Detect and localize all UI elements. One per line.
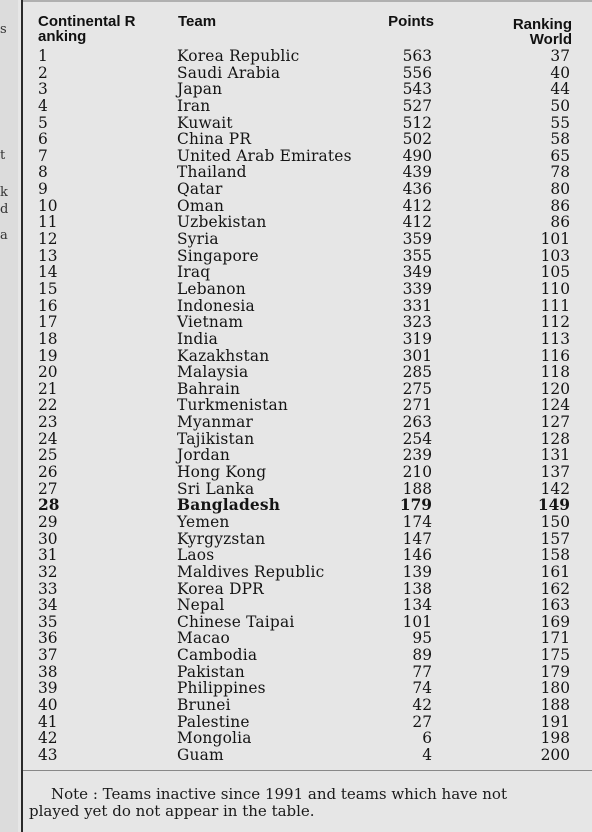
world-rank-cell: 191 — [540, 712, 570, 731]
points-cell: 412 — [402, 213, 432, 232]
table-row — [0, 531, 592, 548]
points-cell: 42 — [412, 695, 432, 714]
table-row — [0, 680, 592, 697]
world-rank-cell: 180 — [540, 679, 570, 698]
team-cell: Jordan — [177, 446, 230, 465]
points-cell: 27 — [412, 712, 432, 731]
team-cell: Malaysia — [177, 363, 249, 382]
rank-cell: 17 — [38, 313, 58, 332]
table-row — [0, 48, 592, 65]
footnote-line2: played yet do not appear in the table. — [29, 802, 315, 820]
team-cell: Yemen — [177, 512, 230, 531]
header-rank-line2: anking — [38, 28, 87, 45]
world-rank-cell: 50 — [550, 96, 570, 115]
ranking-table — [0, 48, 592, 764]
points-cell: 527 — [402, 96, 432, 115]
rank-cell: 40 — [38, 695, 58, 714]
rank-cell: 10 — [38, 196, 58, 215]
points-cell: 490 — [402, 146, 432, 165]
team-cell: Bahrain — [177, 379, 241, 398]
header-world-ranking — [470, 17, 572, 47]
world-rank-cell: 86 — [550, 196, 570, 215]
table-row — [0, 164, 592, 181]
table-row — [0, 314, 592, 331]
table-row — [0, 214, 592, 231]
team-cell: Syria — [177, 230, 219, 249]
world-rank-cell: 169 — [540, 612, 570, 631]
team-cell: Uzbekistan — [177, 213, 267, 232]
points-cell: 101 — [402, 612, 432, 631]
world-rank-cell: 78 — [550, 163, 570, 182]
header-world-line2: World — [529, 31, 572, 48]
table-row — [0, 730, 592, 747]
team-cell: Maldives Republic — [177, 562, 325, 581]
points-cell: 439 — [402, 163, 432, 182]
team-cell: Mongolia — [177, 729, 252, 748]
rank-cell: 42 — [38, 729, 58, 748]
table-row — [0, 497, 592, 514]
points-cell: 563 — [402, 47, 432, 65]
table-row — [0, 547, 592, 564]
table-row — [0, 298, 592, 315]
rank-cell: 32 — [38, 562, 58, 581]
rank-cell: 19 — [38, 346, 58, 365]
world-rank-cell: 137 — [540, 463, 570, 482]
points-cell: 556 — [402, 63, 432, 82]
world-rank-cell: 127 — [540, 413, 570, 432]
footnote — [29, 786, 569, 820]
table-row — [0, 148, 592, 165]
margin-fragment: a — [0, 228, 8, 243]
rank-cell: 7 — [38, 146, 48, 165]
rank-cell: 6 — [38, 130, 48, 149]
team-cell: Lebanon — [177, 279, 246, 298]
team-cell: Chinese Taipai — [177, 612, 295, 631]
table-row — [0, 281, 592, 298]
points-cell: 146 — [402, 546, 432, 565]
team-cell: Palestine — [177, 712, 250, 731]
table-row — [0, 198, 592, 215]
world-rank-cell: 37 — [550, 47, 570, 65]
team-cell: Kyrgyzstan — [177, 529, 266, 548]
world-rank-cell: 44 — [550, 80, 570, 99]
table-row — [0, 614, 592, 631]
table-row — [0, 714, 592, 731]
team-cell: Cambodia — [177, 646, 258, 665]
world-rank-cell: 103 — [540, 246, 570, 265]
header-rank-line1: Continental R — [38, 13, 136, 30]
team-cell: Korea Republic — [177, 47, 300, 65]
rank-cell: 8 — [38, 163, 48, 182]
team-cell: Kuwait — [177, 113, 233, 132]
rank-cell: 31 — [38, 546, 58, 565]
points-cell: 138 — [402, 579, 432, 598]
points-cell: 210 — [402, 463, 432, 482]
points-cell: 179 — [399, 496, 432, 515]
points-cell: 323 — [402, 313, 432, 332]
team-cell: Tajikistan — [177, 429, 255, 448]
team-cell: Pakistan — [177, 662, 245, 681]
points-cell: 139 — [402, 562, 432, 581]
world-rank-cell: 131 — [540, 446, 570, 465]
rank-cell: 38 — [38, 662, 58, 681]
team-cell: Japan — [177, 80, 223, 99]
rank-cell: 41 — [38, 712, 58, 731]
table-row — [0, 364, 592, 381]
world-rank-cell: 175 — [540, 646, 570, 665]
world-rank-cell: 58 — [550, 130, 570, 149]
team-cell: Thailand — [177, 163, 247, 182]
table-row — [0, 348, 592, 365]
points-cell: 254 — [402, 429, 432, 448]
world-rank-cell: 101 — [540, 230, 570, 249]
header-continental-ranking — [38, 14, 168, 44]
team-cell: Saudi Arabia — [177, 63, 281, 82]
rank-cell: 20 — [38, 363, 58, 382]
top-edge — [23, 0, 592, 2]
rank-cell: 22 — [38, 396, 58, 415]
world-rank-cell: 86 — [550, 213, 570, 232]
points-cell: 436 — [402, 180, 432, 199]
points-cell: 512 — [402, 113, 432, 132]
world-rank-cell: 65 — [550, 146, 570, 165]
table-row — [0, 65, 592, 82]
rank-cell: 4 — [38, 96, 48, 115]
margin-fragment: s — [0, 22, 7, 37]
points-cell: 174 — [402, 512, 432, 531]
table-row — [0, 564, 592, 581]
team-cell: India — [177, 329, 218, 348]
team-cell: Indonesia — [177, 296, 255, 315]
team-cell: Oman — [177, 196, 225, 215]
points-cell: 6 — [422, 729, 432, 748]
rank-cell: 43 — [38, 745, 58, 764]
team-cell: Sri Lanka — [177, 479, 255, 498]
points-cell: 412 — [402, 196, 432, 215]
table-row — [0, 264, 592, 281]
table-row — [0, 630, 592, 647]
margin-fragment: d — [0, 202, 9, 217]
points-cell: 89 — [412, 646, 432, 665]
points-cell: 4 — [422, 745, 432, 764]
rank-cell: 15 — [38, 279, 58, 298]
table-row — [0, 397, 592, 414]
rank-cell: 27 — [38, 479, 58, 498]
team-cell: China PR — [177, 130, 252, 149]
rank-cell: 37 — [38, 646, 58, 665]
points-cell: 74 — [412, 679, 432, 698]
world-rank-cell: 200 — [540, 745, 570, 764]
points-cell: 331 — [402, 296, 432, 315]
header-team: Team — [178, 13, 217, 30]
team-cell: Philippines — [177, 679, 266, 698]
world-rank-cell: 171 — [540, 629, 570, 648]
world-rank-cell: 150 — [540, 512, 570, 531]
world-rank-cell: 113 — [540, 329, 570, 348]
world-rank-cell: 179 — [540, 662, 570, 681]
rank-cell: 3 — [38, 80, 48, 99]
world-rank-cell: 118 — [540, 363, 570, 382]
table-row — [0, 747, 592, 764]
team-cell: Vietnam — [177, 313, 244, 332]
world-rank-cell: 158 — [540, 546, 570, 565]
points-cell: 147 — [402, 529, 432, 548]
world-rank-cell: 105 — [540, 263, 570, 282]
world-rank-cell: 142 — [540, 479, 570, 498]
points-cell: 239 — [402, 446, 432, 465]
rank-cell: 28 — [38, 496, 60, 515]
points-cell: 502 — [402, 130, 432, 149]
rank-cell: 23 — [38, 413, 58, 432]
table-row — [0, 431, 592, 448]
team-cell: Singapore — [177, 246, 259, 265]
table-row — [0, 231, 592, 248]
team-cell: Hong Kong — [177, 463, 267, 482]
rank-cell: 21 — [38, 379, 58, 398]
table-row — [0, 331, 592, 348]
points-cell: 543 — [402, 80, 432, 99]
margin-fragment: k — [0, 185, 8, 200]
world-rank-cell: 157 — [540, 529, 570, 548]
world-rank-cell: 188 — [540, 695, 570, 714]
points-cell: 355 — [402, 246, 432, 265]
world-rank-cell: 80 — [550, 180, 570, 199]
rank-cell: 16 — [38, 296, 58, 315]
rank-cell: 13 — [38, 246, 58, 265]
table-row — [0, 647, 592, 664]
team-cell: Laos — [177, 546, 215, 565]
table-row — [0, 98, 592, 115]
table-row — [0, 697, 592, 714]
world-rank-cell: 120 — [540, 379, 570, 398]
team-cell: Korea DPR — [177, 579, 264, 598]
rank-cell: 14 — [38, 263, 58, 282]
world-rank-cell: 55 — [550, 113, 570, 132]
table-row — [0, 481, 592, 498]
points-cell: 188 — [402, 479, 432, 498]
team-cell: Bangladesh — [177, 496, 281, 515]
rank-cell: 34 — [38, 596, 58, 615]
margin-fragment: t — [0, 148, 6, 163]
table-row — [0, 597, 592, 614]
table-row — [0, 181, 592, 198]
team-cell: Nepal — [177, 596, 225, 615]
rank-cell: 33 — [38, 579, 58, 598]
table-row — [0, 381, 592, 398]
rank-cell: 9 — [38, 180, 48, 199]
world-rank-cell: 110 — [540, 279, 570, 298]
world-rank-cell: 161 — [540, 562, 570, 581]
team-cell: Brunei — [177, 695, 231, 714]
table-row — [0, 248, 592, 265]
world-rank-cell: 112 — [540, 313, 570, 332]
rank-cell: 2 — [38, 63, 48, 82]
rank-cell: 35 — [38, 612, 58, 631]
points-cell: 275 — [402, 379, 432, 398]
points-cell: 263 — [402, 413, 432, 432]
table-bottom-rule — [23, 770, 592, 771]
rank-cell: 11 — [38, 213, 58, 232]
rank-cell: 36 — [38, 629, 58, 648]
table-row — [0, 514, 592, 531]
rank-cell: 39 — [38, 679, 58, 698]
points-cell: 271 — [402, 396, 432, 415]
points-cell: 301 — [402, 346, 432, 365]
world-rank-cell: 149 — [537, 496, 570, 515]
rank-cell: 24 — [38, 429, 58, 448]
team-cell: Guam — [177, 745, 224, 764]
points-cell: 319 — [402, 329, 432, 348]
world-rank-cell: 124 — [540, 396, 570, 415]
team-cell: Turkmenistan — [177, 396, 288, 415]
table-row — [0, 464, 592, 481]
world-rank-cell: 40 — [550, 63, 570, 82]
team-cell: Kazakhstan — [177, 346, 270, 365]
team-cell: Myanmar — [177, 413, 254, 432]
footnote-line1: Note : Teams inactive since 1991 and teams which have not — [51, 785, 507, 803]
team-cell: Iran — [177, 96, 211, 115]
world-rank-cell: 162 — [540, 579, 570, 598]
world-rank-cell: 198 — [540, 729, 570, 748]
points-cell: 134 — [402, 596, 432, 615]
table-row — [0, 115, 592, 132]
points-cell: 359 — [402, 230, 432, 249]
rank-cell: 12 — [38, 230, 58, 249]
points-cell: 77 — [412, 662, 432, 681]
world-rank-cell: 116 — [540, 346, 570, 365]
header-world-line1: Ranking — [512, 16, 572, 33]
points-cell: 349 — [402, 263, 432, 282]
world-rank-cell: 163 — [540, 596, 570, 615]
team-cell: Macao — [177, 629, 230, 648]
table-row — [0, 131, 592, 148]
points-cell: 339 — [402, 279, 432, 298]
table-row — [0, 664, 592, 681]
rank-cell: 25 — [38, 446, 58, 465]
rank-cell: 26 — [38, 463, 58, 482]
team-cell: Qatar — [177, 180, 223, 199]
rank-cell: 18 — [38, 329, 58, 348]
rank-cell: 1 — [38, 47, 48, 65]
points-cell: 95 — [412, 629, 432, 648]
table-row — [0, 447, 592, 464]
world-rank-cell: 128 — [540, 429, 570, 448]
rank-cell: 5 — [38, 113, 48, 132]
table-row — [0, 581, 592, 598]
rank-cell: 30 — [38, 529, 58, 548]
points-cell: 285 — [402, 363, 432, 382]
table-row — [0, 414, 592, 431]
rank-cell: 29 — [38, 512, 58, 531]
team-cell: Iraq — [177, 263, 211, 282]
header-points: Points — [388, 13, 434, 30]
table-row — [0, 81, 592, 98]
world-rank-cell: 111 — [540, 296, 570, 315]
team-cell: United Arab Emirates — [177, 146, 352, 165]
